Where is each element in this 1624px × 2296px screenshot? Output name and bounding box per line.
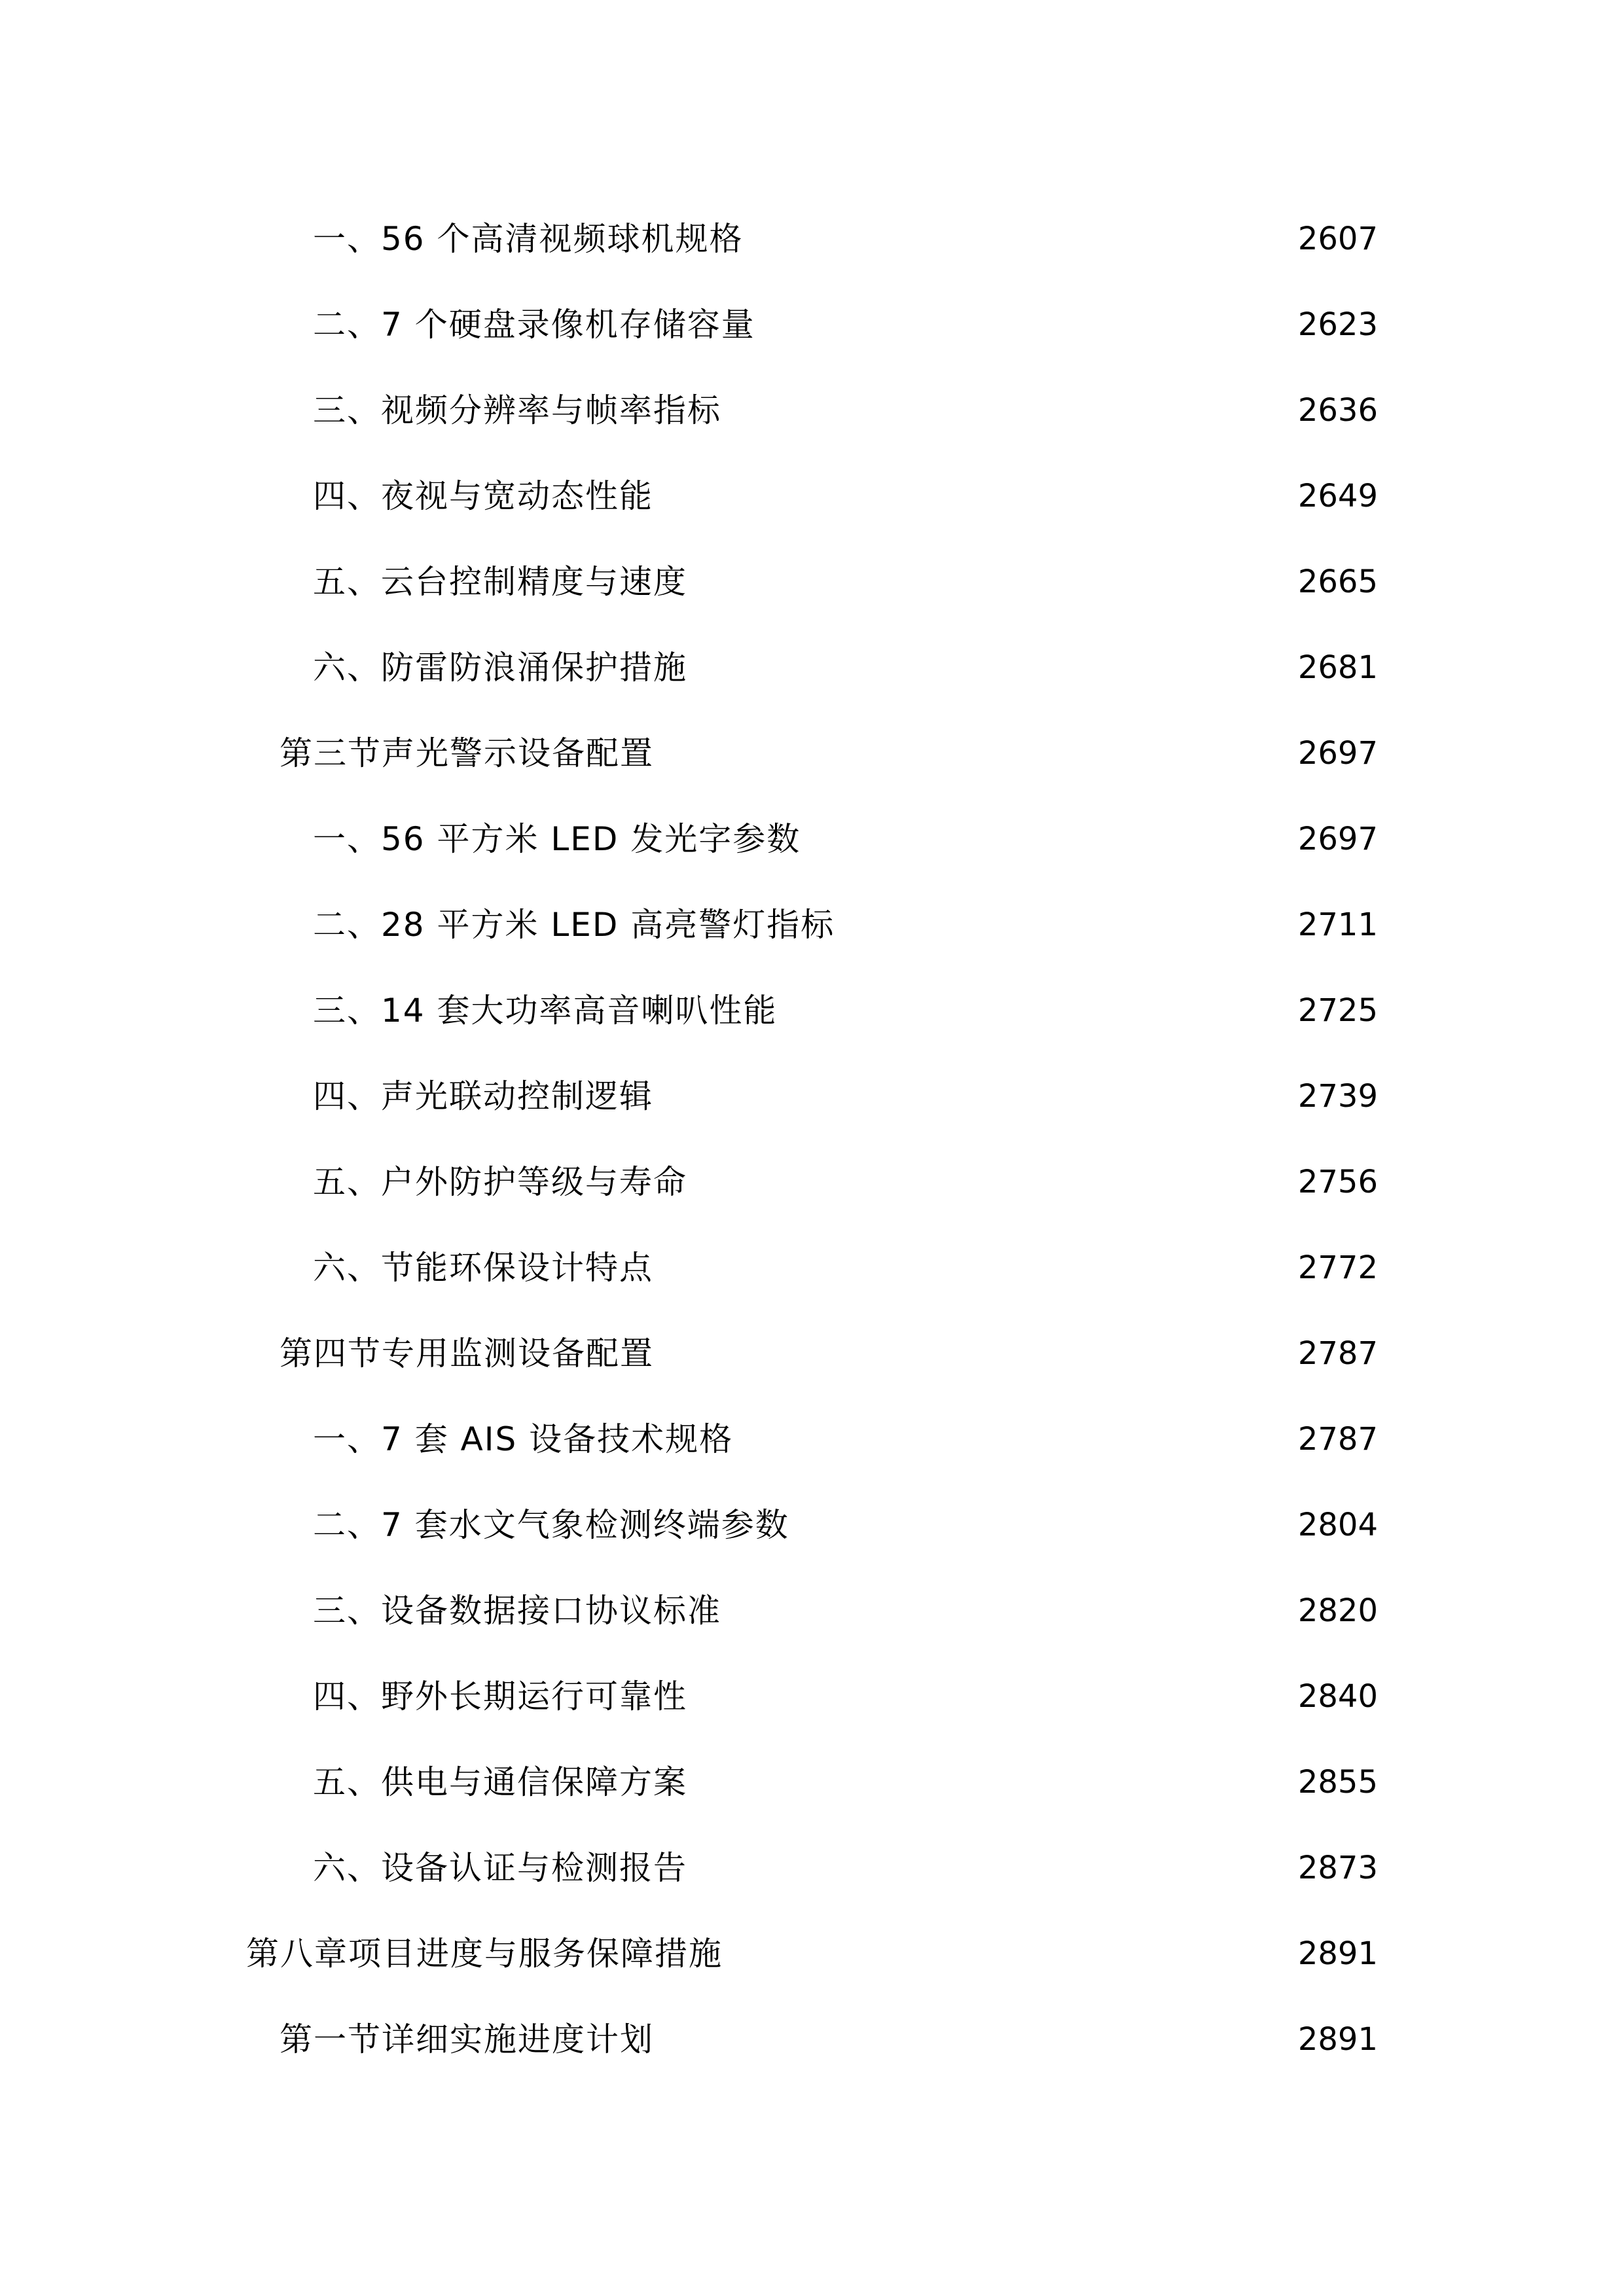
toc-dot-leader [694,1749,1294,1815]
toc-entry[interactable] [313,1407,1378,1472]
toc-entry-title: 五、供电与通信保障方案 [313,1763,687,1801]
toc-entry[interactable] [313,892,1378,958]
toc-entry-page: 2840 [1297,1678,1378,1715]
toc-dot-leader [762,292,1294,357]
toc-dot-leader [784,978,1294,1043]
toc-entry[interactable] [313,1835,1378,1901]
toc-dot-leader [660,2007,1294,2072]
toc-entry[interactable] [313,378,1378,443]
toc-entry-page: 2623 [1297,306,1378,343]
toc-entry[interactable] [313,292,1378,357]
toc-entry-page: 2607 [1297,221,1378,257]
toc-entry[interactable] [280,2007,1378,2072]
toc-dot-leader [694,1835,1294,1901]
toc-dot-leader [694,635,1294,700]
toc-entry[interactable] [313,978,1378,1043]
toc-entry[interactable] [313,1064,1378,1129]
toc-entry-page: 2711 [1297,906,1378,943]
toc-dot-leader [694,1664,1294,1729]
toc-entry[interactable] [280,1321,1378,1386]
toc-entry-title: 第四节专用监测设备配置 [280,1335,654,1372]
toc-entry-title: 一、7 套 AIS 设备技术规格 [313,1420,734,1458]
toc-entry[interactable] [313,463,1378,529]
toc-entry-title: 二、28 平方米 LED 高亮警灯指标 [313,906,835,944]
toc-dot-leader [750,206,1294,272]
toc-dot-leader [841,892,1294,958]
toc-dot-leader [660,463,1294,529]
toc-entry[interactable] [313,635,1378,700]
toc-entry-title: 三、设备数据接口协议标准 [313,1592,721,1630]
toc-entry[interactable] [246,1921,1378,1986]
toc-entry-page: 2756 [1297,1164,1378,1200]
toc-entry[interactable] [313,1578,1378,1643]
toc-entry-page: 2891 [1297,2021,1378,2058]
toc-dot-leader [729,1921,1294,1986]
toc-entry-title: 二、7 个硬盘录像机存储容量 [313,306,755,344]
toc-entry-title: 一、56 个高清视频球机规格 [313,220,744,258]
toc-entry-page: 2772 [1297,1249,1378,1286]
toc-entry-title: 第三节声光警示设备配置 [280,734,654,772]
toc-entry-page: 2787 [1297,1335,1378,1372]
toc-entry-page: 2636 [1297,392,1378,429]
toc-entry-page: 2681 [1297,649,1378,686]
toc-entry-title: 六、防雷防浪涌保护措施 [313,649,687,687]
toc-entry-page: 2891 [1297,1935,1378,1972]
toc-dot-leader [728,378,1294,443]
toc-dot-leader [660,1321,1294,1386]
toc-entry[interactable] [313,1749,1378,1815]
toc-entry-page: 2855 [1297,1764,1378,1801]
toc-entry[interactable] [313,1664,1378,1729]
toc-entry-title: 三、视频分辨率与帧率指标 [313,391,721,429]
toc-entry-page: 2649 [1297,478,1378,514]
toc-entry[interactable] [313,1492,1378,1558]
toc-entry-title: 六、设备认证与检测报告 [313,1849,687,1887]
toc-entry-page: 2873 [1297,1850,1378,1886]
toc-entry-page: 2739 [1297,1078,1378,1115]
toc-entry-page: 2665 [1297,564,1378,600]
toc-entry[interactable] [313,806,1378,872]
toc-entry-page: 2787 [1297,1421,1378,1458]
toc-dot-leader [660,1064,1294,1129]
toc-entry-title: 五、户外防护等级与寿命 [313,1163,687,1201]
toc-entry-title: 四、夜视与宽动态性能 [313,477,653,515]
toc-entry-page: 2697 [1297,821,1378,857]
toc-entry-page: 2697 [1297,735,1378,772]
toc-entry-title: 四、野外长期运行可靠性 [313,1677,687,1715]
toc-entry-title: 六、节能环保设计特点 [313,1249,653,1287]
toc-entry-title: 三、14 套大功率高音喇叭性能 [313,992,778,1030]
toc-dot-leader [660,1235,1294,1300]
toc-dot-leader [728,1578,1294,1643]
toc-entry[interactable] [313,1149,1378,1215]
toc-entry-page: 2804 [1297,1507,1378,1543]
toc-entry-title: 二、7 套水文气象检测终端参数 [313,1506,789,1544]
toc-dot-leader [694,1149,1294,1215]
toc-dot-leader [660,721,1294,786]
toc-entry-title: 第八章项目进度与服务保障措施 [246,1935,723,1973]
toc-entry-title: 第一节详细实施进度计划 [280,2020,654,2058]
toc-dot-leader [807,806,1294,872]
toc-entry[interactable] [280,721,1378,786]
toc-dot-leader [796,1492,1294,1558]
toc-entry[interactable] [313,549,1378,615]
toc-entry-page: 2725 [1297,992,1378,1029]
toc-dot-leader [694,549,1294,615]
toc-entry-page: 2820 [1297,1592,1378,1629]
toc-dot-leader [740,1407,1294,1472]
toc-entry-title: 五、云台控制精度与速度 [313,563,687,601]
toc-entry[interactable] [313,206,1378,272]
toc-entry-title: 一、56 平方米 LED 发光字参数 [313,820,801,858]
toc-entry[interactable] [313,1235,1378,1300]
toc-entry-title: 四、声光联动控制逻辑 [313,1077,653,1115]
